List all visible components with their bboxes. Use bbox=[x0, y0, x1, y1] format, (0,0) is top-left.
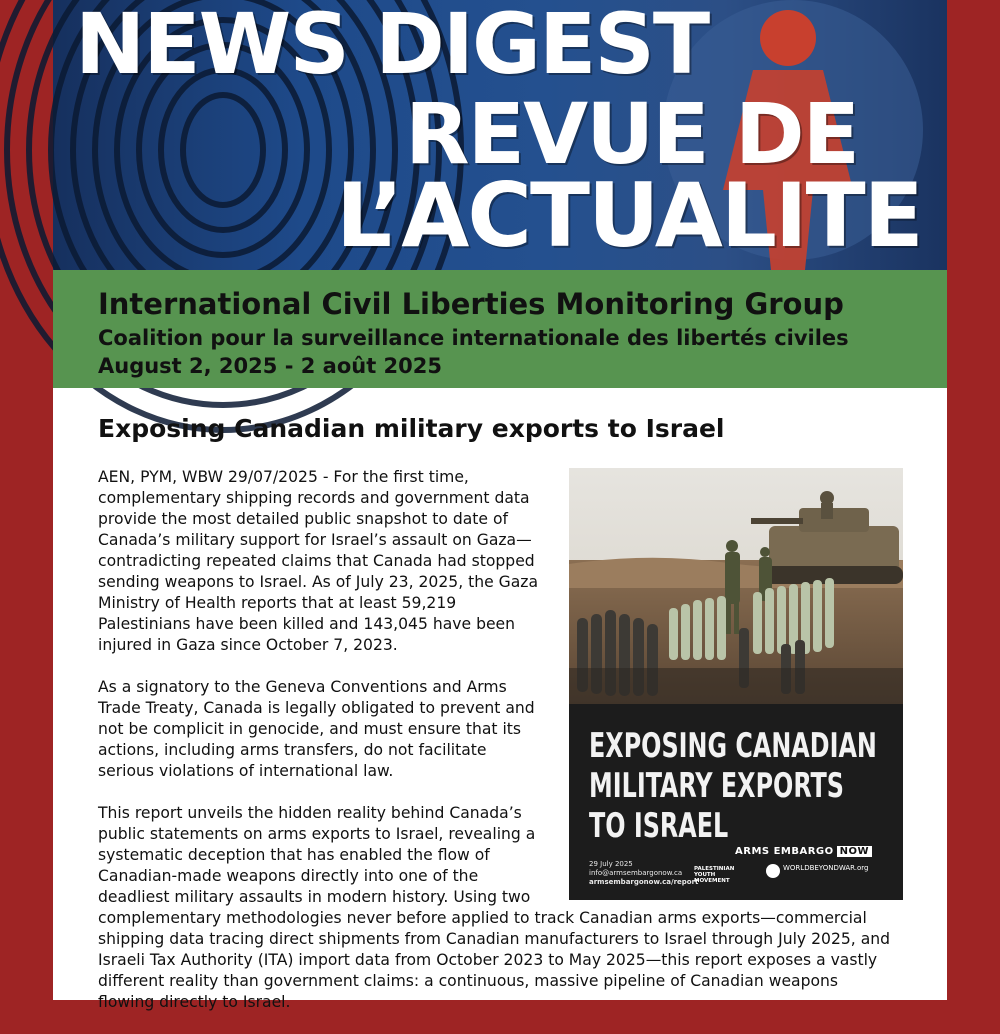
report-cover-title bbox=[589, 726, 877, 846]
masthead-banner bbox=[53, 0, 947, 270]
pym-line: MOVEMENT bbox=[694, 878, 730, 884]
cover-title-line: TO ISRAEL bbox=[589, 806, 729, 846]
soldiers-artillery-photo bbox=[569, 468, 903, 704]
palestinian-youth-movement-logo bbox=[694, 866, 734, 884]
cover-title-line: MILITARY EXPORTS bbox=[589, 766, 844, 806]
report-url: armsembargonow.ca/report bbox=[589, 878, 699, 886]
world-beyond-war-icon bbox=[766, 864, 780, 878]
masthead-title-fr-line1: REVUE DE bbox=[405, 85, 859, 183]
newsletter-page bbox=[53, 0, 947, 1011]
report-cover-image[interactable] bbox=[569, 468, 903, 900]
org-name: International Civil Liberties Monitoring Group bbox=[98, 287, 844, 321]
pym-line: PALESTINIAN bbox=[694, 866, 735, 872]
cover-title-line: EXPOSING CANADIAN bbox=[589, 726, 877, 766]
report-date: 29 July 2025 bbox=[589, 860, 633, 868]
arms-embargo-now-logo bbox=[735, 846, 872, 857]
arms-embargo-text: ARMS EMBARGO bbox=[735, 846, 834, 857]
article-paragraph: This report unveils the hidden reality behind Canada’s public statements on arms exports to Israel, revealing a systematic deception that has enabled the flow of Canadian-made weapons directly into one of the deadliest military assaults in modern history. Using two complementary methodologies never before applied to track Canadian arms exports—commercial shipping data tracing direct shipments from Canadian manufacturers to Israel through July 2025, and Israeli Tax Authority (ITA) import data from October 2023 to May 2025—this report exposes a vastly different reality than government claims: a continuous, massive pipeline of Canadian weapons flowing directly to Israel. bbox=[98, 804, 891, 1011]
world-beyond-war-logo: WORLDBEYONDWAR.org bbox=[783, 864, 869, 872]
org-name-fr: Coalition pour la surveillance internationale des libertés civiles bbox=[98, 326, 849, 350]
organization-header bbox=[53, 270, 947, 388]
article-headline[interactable]: Exposing Canadian military exports to Israel bbox=[98, 414, 725, 443]
report-email: info@armsembargonow.ca bbox=[589, 869, 683, 877]
arms-embargo-now-badge: NOW bbox=[837, 846, 872, 857]
masthead-title-fr-line2: L’ACTUALITE bbox=[336, 164, 922, 267]
article-paragraph: As a signatory to the Geneva Conventions and Arms Trade Treaty, Canada is legally obligated to prevent and not be complicit in genocide, and must ensure that its actions, including arms transfers, do not facilitate serious violations of international law. bbox=[98, 678, 535, 780]
masthead-title-en: NEWS DIGEST bbox=[75, 0, 709, 93]
pym-line: YOUTH bbox=[694, 872, 716, 878]
issue-date: August 2, 2025 - 2 août 2025 bbox=[98, 354, 442, 378]
article-paragraph: AEN, PYM, WBW 29/07/2025 - For the first time, complementary shipping records and government data provide the most detailed public snapshot to date of Canada’s military support for Israel’s assault on Gaza—contradicting repeated claims that Canada had stopped sending weapons to Israel. As of July 23, 2025, the Gaza Ministry of Health reports that at least 59,219 Palestinians have been killed and 143,045 have been injured in Gaza since October 7, 2023. bbox=[98, 468, 539, 654]
